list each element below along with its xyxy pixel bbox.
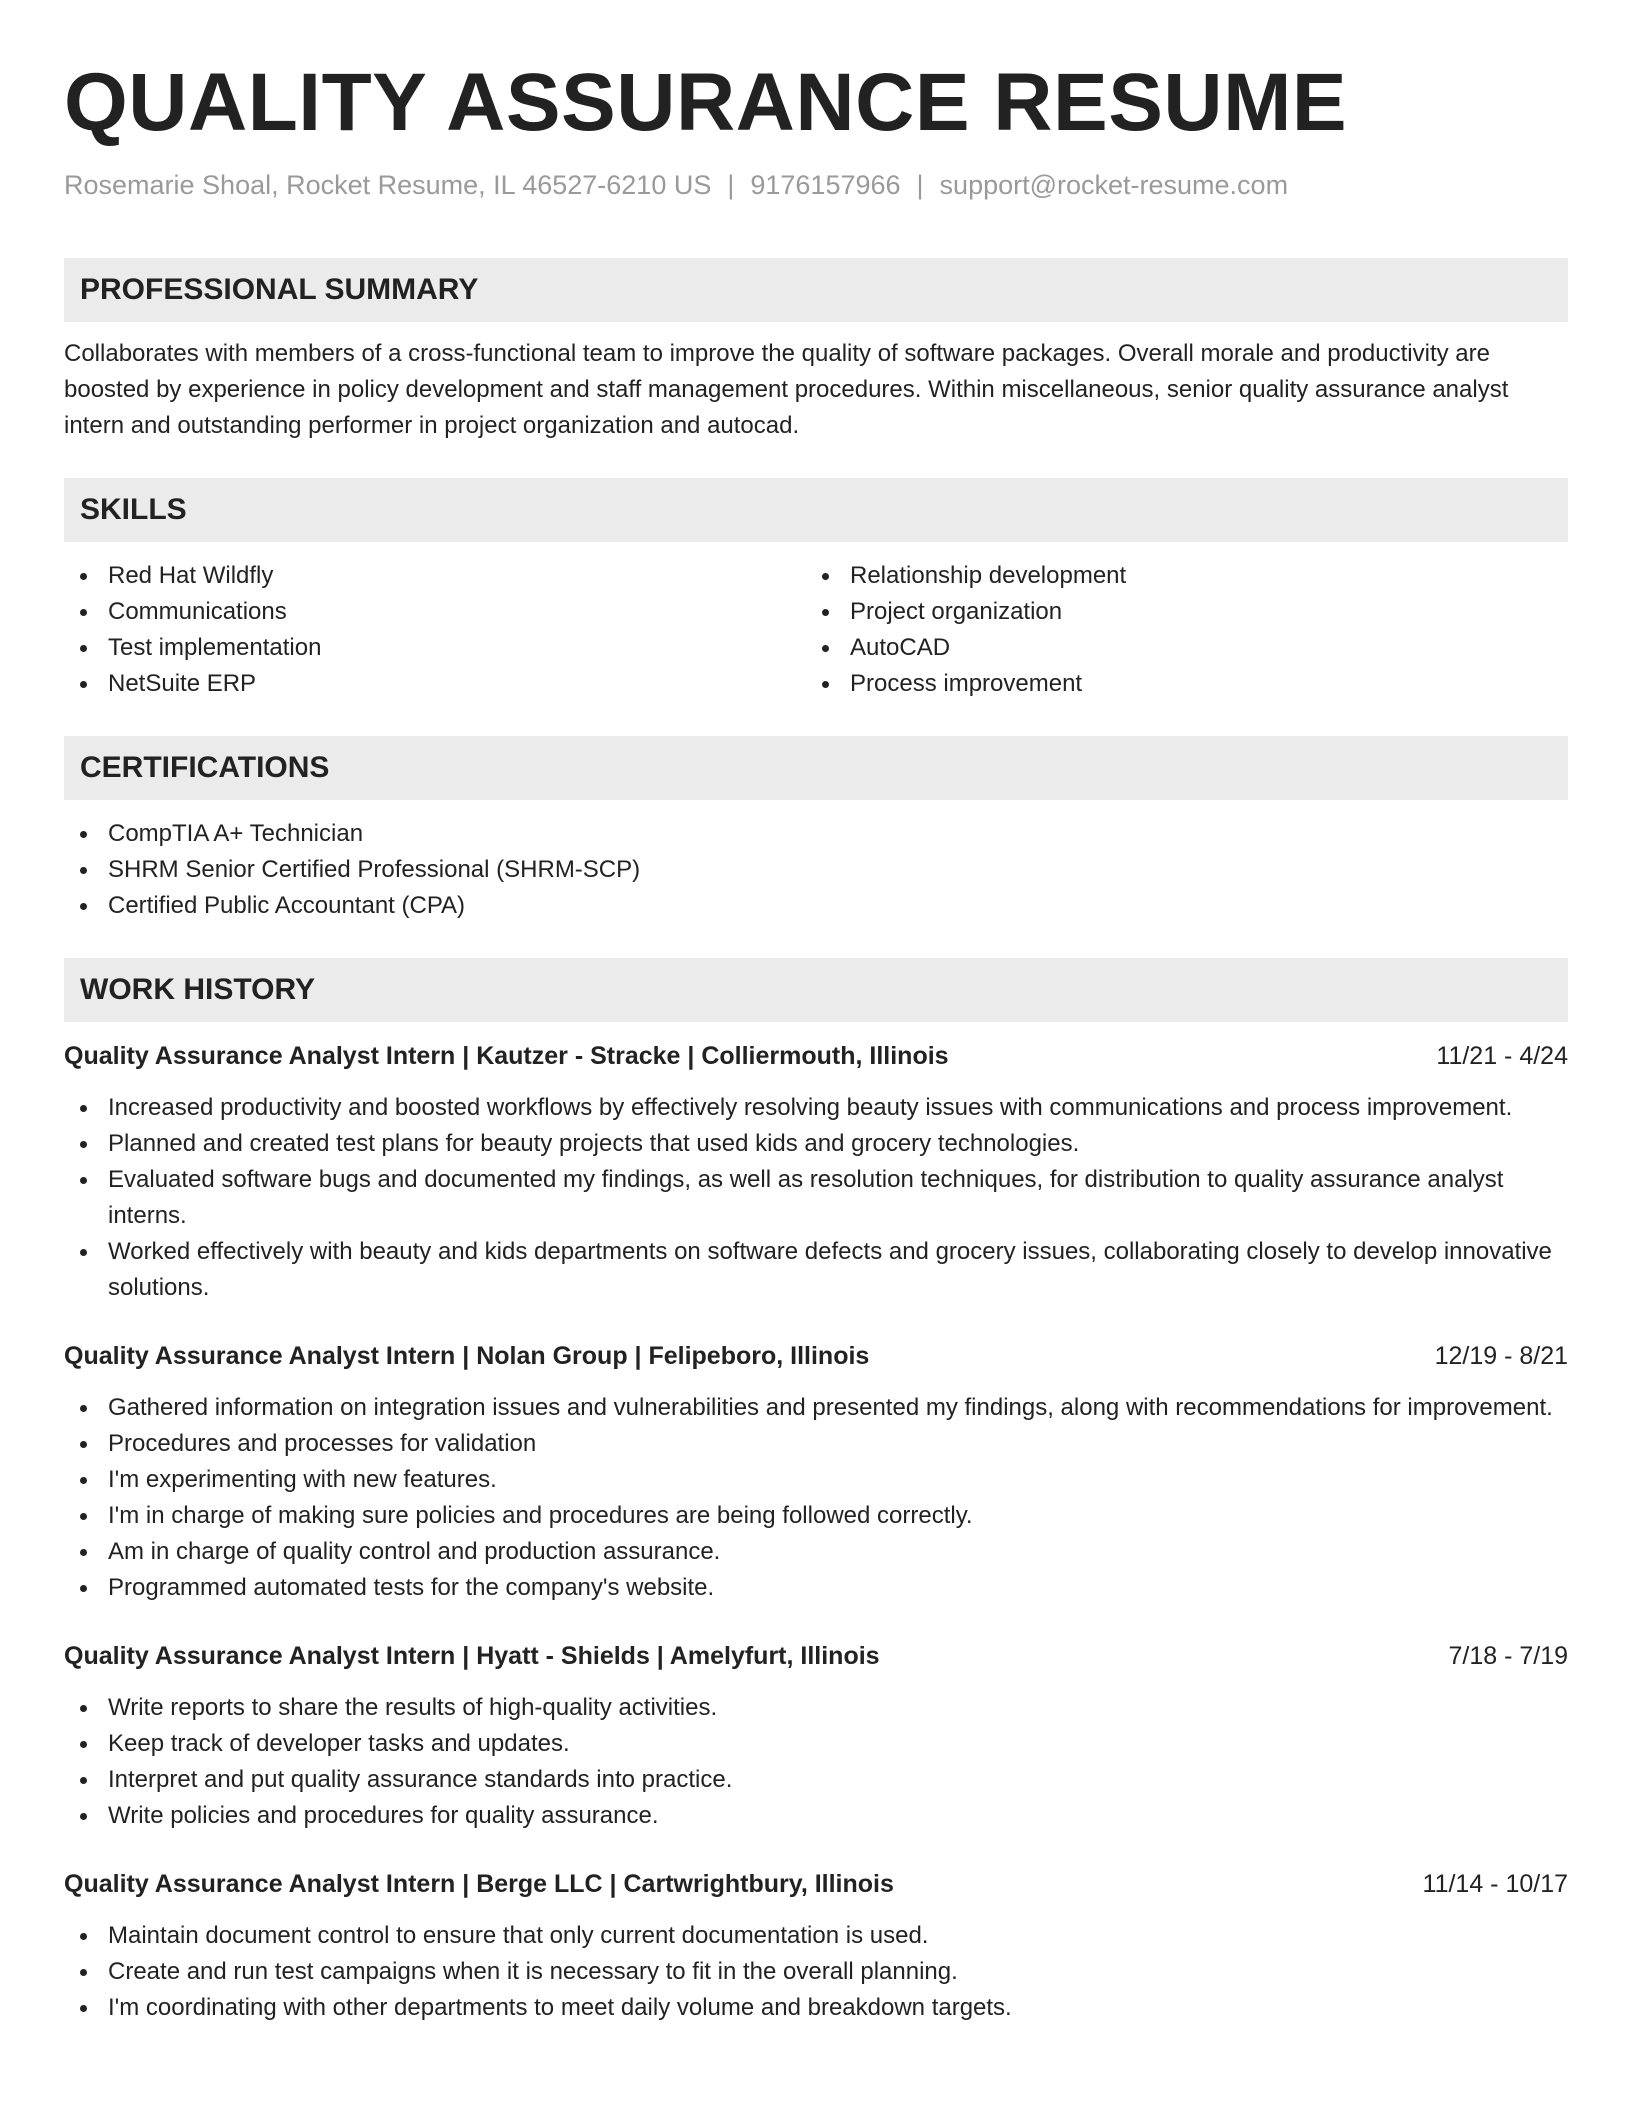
job-dates: 7/18 - 7/19 — [1448, 1642, 1568, 1671]
job-bullet: Worked effectively with beauty and kids departments on software defects and grocery issues, collaborating closely to develop innovative solutions. — [64, 1234, 1568, 1306]
job-title: Quality Assurance Analyst Intern | Berge LLC | Cartwrightbury, Illinois — [64, 1870, 894, 1899]
job-bullet: Planned and created test plans for beauty projects that used kids and grocery technologies. — [64, 1126, 1568, 1162]
section-header-work-history: WORK HISTORY — [64, 958, 1568, 1022]
skill-item: Relationship development — [806, 558, 1548, 594]
job-title: Quality Assurance Analyst Intern | Kautzer - Stracke | Colliermouth, Illinois — [64, 1042, 949, 1071]
job-heading — [64, 1866, 1568, 1902]
job-bullet: Write reports to share the results of high-quality activities. — [64, 1690, 1568, 1726]
job-bullet: Create and run test campaigns when it is necessary to fit in the overall planning. — [64, 1954, 1568, 1990]
resume-page — [64, 0, 1568, 2026]
job-bullets — [64, 1918, 1568, 2026]
resume-title: QUALITY ASSURANCE RESUME — [64, 57, 1348, 148]
job-heading — [64, 1638, 1568, 1674]
job-entry — [64, 1638, 1568, 1834]
section-header-professional-summary: PROFESSIONAL SUMMARY — [64, 258, 1568, 322]
job-bullet: I'm coordinating with other departments to meet daily volume and breakdown targets. — [64, 1990, 1568, 2026]
contact-line — [64, 168, 1568, 203]
job-title: Quality Assurance Analyst Intern | Nolan Group | Felipeboro, Illinois — [64, 1342, 870, 1371]
contact-address: Rosemarie Shoal, Rocket Resume, IL 46527-6210 US — [64, 170, 712, 200]
certification-item: Certified Public Accountant (CPA) — [64, 888, 1568, 924]
job-bullet: Evaluated software bugs and documented my findings, as well as resolution techniques, for distribution to quality assurance analyst interns. — [64, 1162, 1568, 1234]
skill-item: NetSuite ERP — [64, 666, 806, 702]
job-entry — [64, 1338, 1568, 1606]
job-bullet: Gathered information on integration issues and vulnerabilities and presented my findings, along with recommendations for improvement. — [64, 1390, 1568, 1426]
job-bullet: Procedures and processes for validation — [64, 1426, 1568, 1462]
certifications-list — [64, 816, 1568, 924]
skill-item: AutoCAD — [806, 630, 1548, 666]
job-bullet: Programmed automated tests for the company's website. — [64, 1570, 1568, 1606]
skill-item: Red Hat Wildfly — [64, 558, 806, 594]
job-bullet: Am in charge of quality control and production assurance. — [64, 1534, 1568, 1570]
job-heading — [64, 1038, 1568, 1074]
job-dates: 11/14 - 10/17 — [1422, 1870, 1568, 1899]
skills-grid — [64, 558, 1568, 702]
skills-list-left — [64, 558, 806, 702]
job-bullet: I'm experimenting with new features. — [64, 1462, 1568, 1498]
skill-item: Test implementation — [64, 630, 806, 666]
job-entry — [64, 1038, 1568, 1306]
skill-item: Process improvement — [806, 666, 1548, 702]
skill-item: Communications — [64, 594, 806, 630]
contact-phone: 9176157966 — [750, 170, 901, 200]
section-header-certifications: CERTIFICATIONS — [64, 736, 1568, 800]
job-bullets — [64, 1090, 1568, 1306]
job-bullet: Keep track of developer tasks and updates. — [64, 1726, 1568, 1762]
job-dates: 12/19 - 8/21 — [1434, 1342, 1568, 1371]
skills-list-right — [806, 558, 1548, 702]
job-dates: 11/21 - 4/24 — [1436, 1042, 1568, 1071]
contact-separator: | — [727, 170, 735, 200]
certification-item: CompTIA A+ Technician — [64, 816, 1568, 852]
job-title: Quality Assurance Analyst Intern | Hyatt - Shields | Amelyfurt, Illinois — [64, 1642, 880, 1671]
summary-text: Collaborates with members of a cross-functional team to improve the quality of software packages. Overall morale and productivity are boosted by experience in policy development and staff management procedures. Within miscellaneous, senior quality assurance analyst intern and outstanding performer in project organization and autocad. — [64, 340, 1509, 440]
contact-separator: | — [916, 170, 924, 200]
certification-item: SHRM Senior Certified Professional (SHRM-SCP) — [64, 852, 1568, 888]
job-heading — [64, 1338, 1568, 1374]
job-bullet: Maintain document control to ensure that only current documentation is used. — [64, 1918, 1568, 1954]
job-bullet: I'm in charge of making sure policies and procedures are being followed correctly. — [64, 1498, 1568, 1534]
job-bullets — [64, 1390, 1568, 1606]
job-bullet: Increased productivity and boosted workflows by effectively resolving beauty issues with communications and process improvement. — [64, 1090, 1568, 1126]
skill-item: Project organization — [806, 594, 1548, 630]
job-bullets — [64, 1690, 1568, 1834]
job-entry — [64, 1866, 1568, 2026]
contact-email: support@rocket-resume.com — [939, 170, 1289, 200]
job-bullet: Interpret and put quality assurance standards into practice. — [64, 1762, 1568, 1798]
section-header-skills: SKILLS — [64, 478, 1568, 542]
job-bullet: Write policies and procedures for quality assurance. — [64, 1798, 1568, 1834]
